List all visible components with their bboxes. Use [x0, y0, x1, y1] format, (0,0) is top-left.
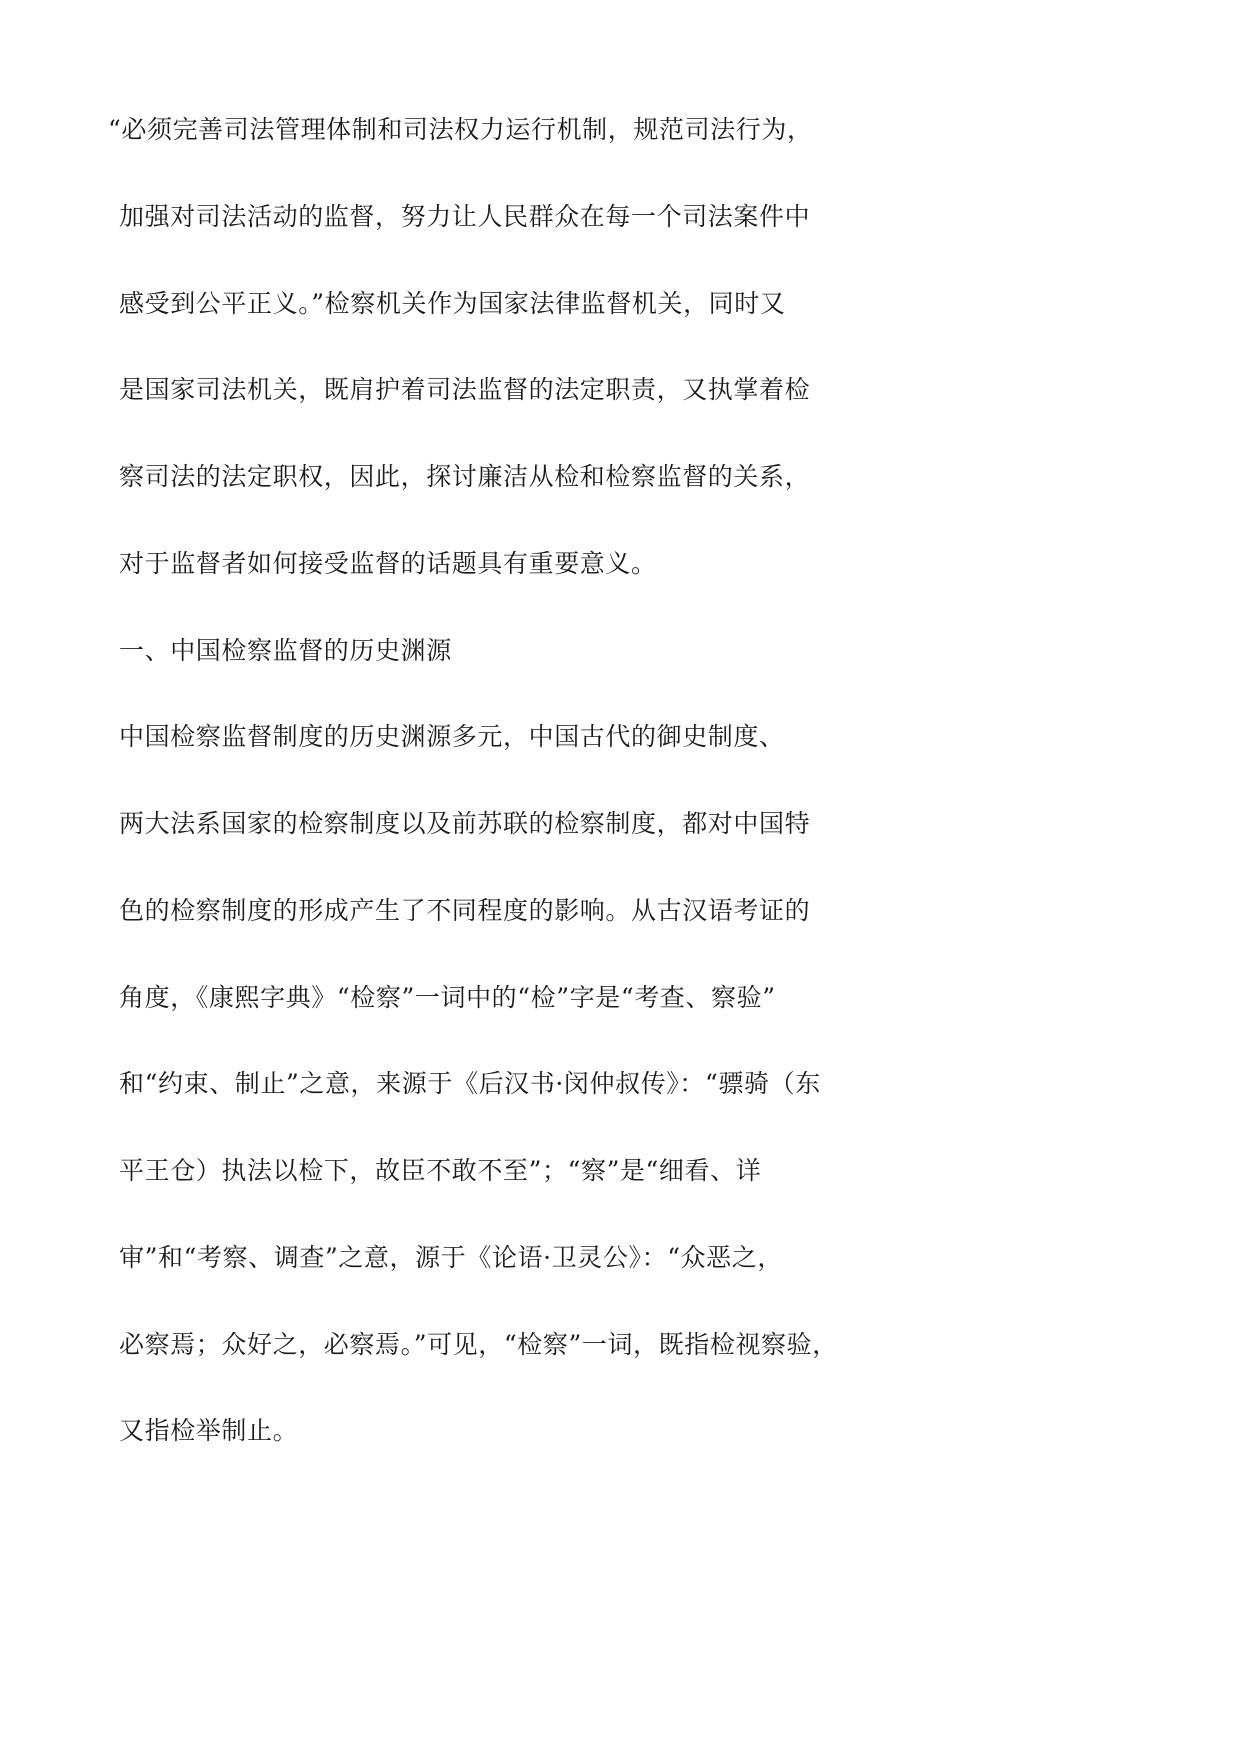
text-line: 必察焉；众好之，必察焉。”可见，“检察”一词，既指检视察验， — [119, 1330, 838, 1359]
text-line: 感受到公平正义。”检察机关作为国家法律监督机关，同时又 — [119, 289, 786, 318]
text-line: 又指检举制止。 — [119, 1416, 299, 1445]
text-line: 两大法系国家的检察制度以及前苏联的检察制度，都对中国特 — [119, 809, 811, 838]
text-line: 加强对司法活动的监督，努力让人民群众在每一个司法案件中 — [119, 202, 811, 231]
text-line: 对于监督者如何接受监督的话题具有重要意义。 — [119, 549, 657, 578]
text-line: 色的检察制度的形成产生了不同程度的影响。从古汉语考证的 — [119, 896, 811, 925]
text-line: 察司法的法定职权，因此，探讨廉洁从检和检察监督的关系， — [119, 462, 811, 491]
text-line: 平王仓）执法以检下，故臣不敢不至”；“察”是“细看、详 — [119, 1156, 762, 1185]
text-line: 中国检察监督制度的历史渊源多元，中国古代的御史制度、 — [119, 722, 785, 751]
text-line: “必须完善司法管理体制和司法权力运行机制，规范司法行为， — [108, 115, 813, 144]
text-line: 是国家司法机关，既肩护着司法监督的法定职责，又执掌着检 — [119, 375, 811, 404]
section-heading: 一、中国检察监督的历史渊源 — [119, 636, 452, 665]
text-line: 角度，《康熙字典》“检察”一词中的“检”字是“考查、察验” — [119, 983, 776, 1012]
text-line: 审”和“考察、调查”之意，源于《论语·卫灵公》：“众恶之， — [119, 1243, 783, 1272]
text-line: 和“约束、制止”之意，来源于《后汉书·闵仲叔传》：“骠骑（东 — [119, 1069, 821, 1098]
